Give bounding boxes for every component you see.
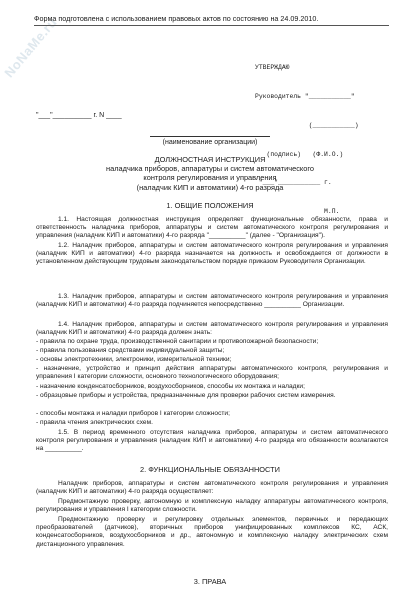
paragraph-2-2: Предмонтажную проверку, автономную и комплексную наладку аппаратуры автоматического контроля, регулирования и управления I категории сложности. (36, 498, 388, 514)
list-item-1: - правила по охране труда, производственной санитарии и противопожарной безопасности; (36, 338, 319, 345)
title-line-2: наладчика приборов, аппаратуры и систем автоматического (106, 164, 314, 174)
header-note: Форма подготовлена с использованием правовых актов по состоянию на 24.09.2010. (34, 14, 389, 26)
list-item-2: - правила пользования средствами индивидуальной защиты; (36, 347, 225, 354)
paragraph-1-3: 1.3. Наладчик приборов, аппаратуры и систем автоматического контроля регулирования и управления (наладчик КИП и автоматики) 4-го разряда подчиняется непосредственно __________ Организации. (36, 293, 388, 309)
organization-caption: (наименование организации) (162, 139, 258, 146)
section-1-title: 1. ОБЩИЕ ПОЛОЖЕНИЯ (166, 201, 254, 210)
approval-line-1: УТВЕРЖДАЮ (255, 64, 290, 72)
watermark: NoNaMe.ru (1, 14, 60, 81)
organization-line (150, 136, 270, 137)
paragraph-1-1: 1.1. Настоящая должностная инструкция определяет функциональные обязанности, права и ответственность наладчика приборов, аппаратуры и систем автоматического контроля регулирования и управления (наладчик КИП и автоматики) 4-го разряда "__________" (далее - "Организация"). (36, 216, 388, 240)
paragraph-1-4: 1.4. Наладчик приборов, аппаратуры и систем автоматического контроля регулирования и управления (наладчик КИП и автоматики) 4-го разряда должен знать: (36, 321, 388, 337)
approval-line-5: "___"___________ г. (255, 179, 332, 187)
approval-line-3: (___________) (255, 121, 359, 129)
document-number: "___"__________ г. N ____ (36, 112, 122, 119)
paragraph-1-5: 1.5. В период временного отсутствия наладчика приборов, аппаратуры и систем автоматического контроля регулирования и управления (наладчик КИП и автоматики) 4-го разряда его обязанности возлагаются на __________. (36, 429, 388, 453)
paragraph-2-1: Наладчик приборов, аппаратуры и систем автоматического контроля регулирования и управления (наладчик КИП и автоматики) 4-го разряда осуществляет: (36, 480, 388, 496)
list-item-8: - правила чтения электрических схем. (36, 419, 153, 426)
section-3-title: 3. ПРАВА (193, 577, 227, 586)
approval-line-4: (подпись) (Ф.И.О.) (255, 150, 344, 158)
list-item-6: - образцовые приборы и устройства, предназначенные для проверки рабочих систем измерения. (36, 392, 336, 399)
list-item-3: - основы электротехники, электроники, измерительной техники; (36, 356, 232, 363)
list-item-5: - назначение конденсатосборников, воздухосборников, способы их монтажа и наладки; (36, 383, 305, 390)
list-item-4: - назначение, устройство и принцип действия аппаратуры автоматического контроля, регулирования и управления I категории сложности, основного технологического оборудования; (36, 365, 388, 381)
organization-block (120, 128, 300, 146)
list-item-7: - способы монтажа и наладки приборов I категории сложности; (36, 410, 230, 417)
section-2-title: 2. ФУНКЦИОНАЛЬНЫЕ ОБЯЗАННОСТИ (140, 465, 280, 474)
document-title (60, 155, 360, 192)
approval-line-6: М.П. (255, 208, 340, 216)
approval-line-2: Руководитель "___________" (255, 92, 355, 100)
title-line-3: контроля регулирования и управления (143, 173, 277, 183)
paragraph-2-3: Предмонтажную проверку и регулировку отдельных элементов, первичных и передающих преобразователей (датчиков), вторичных приборов унифицированных комплексов КС, АСК, конденсатосборников, воздухосборников и др., автономную и комплексную наладку электрических схем дистанционного управления. (36, 516, 388, 548)
title-line-1: ДОЛЖНОСТНАЯ ИНСТРУКЦИЯ (154, 155, 266, 164)
paragraph-1-2: 1.2. Наладчик приборов, аппаратуры и систем автоматического контроля регулирования и управления (наладчик КИП и автоматики) 4-го разряда назначается на должность и освобождается от должности в установленном действующим трудовым законодательством порядке приказом Руководителя Организации. (36, 242, 388, 266)
title-line-4: (наладчик КИП и автоматики) 4-го разряда (136, 182, 284, 192)
